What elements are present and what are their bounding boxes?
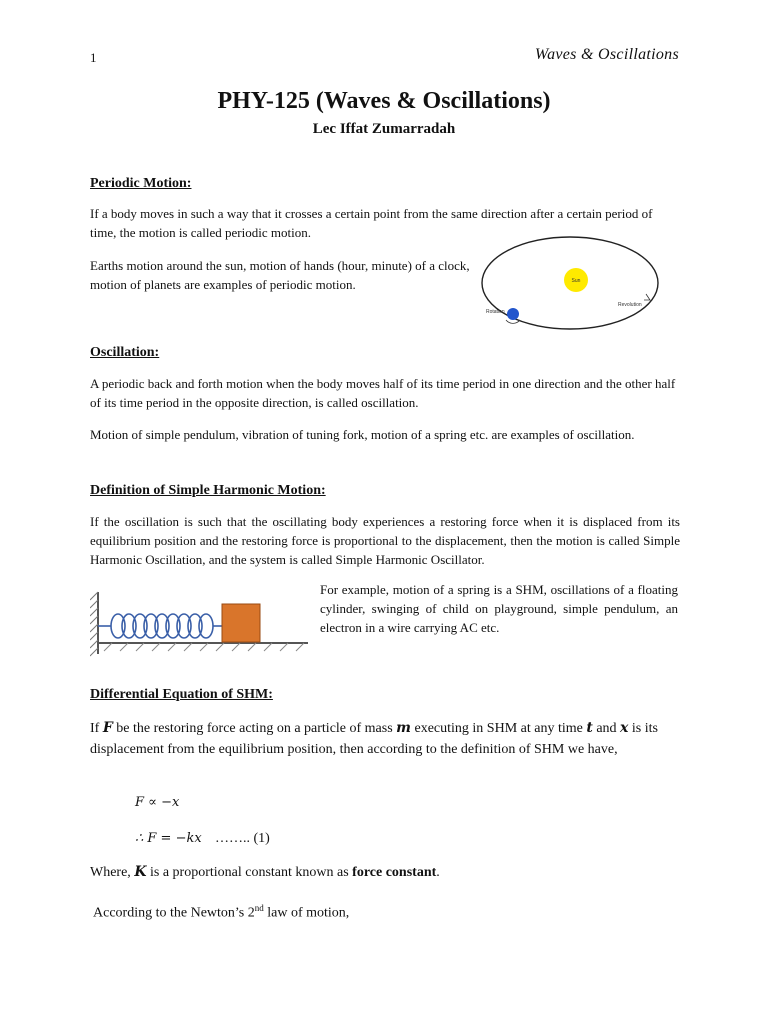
spring-mass-figure <box>90 590 312 660</box>
intro-text: be the restoring force acting on a particle of mass <box>112 721 397 736</box>
differential-intro <box>90 718 680 760</box>
wall-hatching <box>90 592 98 656</box>
symbol-displacement: x <box>620 720 629 736</box>
symbol-mass: m <box>396 720 411 736</box>
periodic-paragraph-2: Earths motion around the sun, motion of hands (hour, minute) of a clock, motion of planets are examples of periodic motion. <box>90 258 470 292</box>
periodic-paragraph-1: If a body moves in such a way that it crosses a certain point from the same direction after a certain period of time, the motion is called periodic motion. <box>90 206 653 240</box>
intro-text: If <box>90 721 103 736</box>
author-line: Lec Iffat Zumarradah <box>312 121 456 137</box>
floor-hatching <box>104 643 304 651</box>
running-header: Waves & Oscillations <box>534 46 679 63</box>
oscillation-paragraph-2: Motion of simple pendulum, vibration of tuning fork, motion of a spring etc. are examples of oscillation. <box>90 427 635 442</box>
where-text: Where, <box>90 865 135 880</box>
revolution-arrow-icon <box>644 294 650 300</box>
where-text: is a proportional constant known as <box>146 865 353 880</box>
rotation-label: Rotation <box>486 309 505 315</box>
where-text: . <box>436 865 440 880</box>
newton-statement <box>93 899 683 923</box>
spring-coil <box>98 614 222 638</box>
term-force-constant: force constant <box>352 865 437 880</box>
document-title: PHY-125 (Waves & Oscillations) <box>217 88 551 114</box>
heading-differential-equation: Differential Equation of SHM: <box>90 687 273 702</box>
equation-force-law: ∴ F = −kx <box>135 831 202 846</box>
intro-text: executing in SHM at any time <box>411 721 587 736</box>
symbol-k: K <box>134 864 147 880</box>
revolution-label: Revolution <box>618 302 642 308</box>
orbit-figure <box>478 232 678 338</box>
equation-number: …….. (1) <box>215 831 270 846</box>
heading-shm-definition: Definition of Simple Harmonic Motion: <box>90 483 326 498</box>
shm-paragraph-2: For example, motion of a spring is a SHM, oscillations of a floating cylinder, swinging of child on playground, simple pendulum, an electron in a wire carrying AC etc. <box>320 582 678 635</box>
mass-block <box>222 604 260 642</box>
earth-icon <box>507 308 519 320</box>
shm-paragraph-1: If the oscillation is such that the oscillating body experiences a restoring force when it is displaced from its equilibrium position and the restoring force is proportional to the displacement, then the motion is called Simple Harmonic Oscillation, and the system is called Simple Harmonic Oscillator. <box>90 514 680 567</box>
symbol-force: F <box>102 720 113 736</box>
where-statement <box>90 863 680 882</box>
oscillation-paragraph-1: A periodic back and forth motion when the body moves half of its time period in one direction and the other half of its time period in the opposite direction, is called oscillation. <box>90 376 676 410</box>
sun-label: Sun <box>571 278 581 284</box>
intro-text: is its displacement from the equilibrium position, then according to the definition of SHM we have, <box>90 721 658 757</box>
intro-text: and <box>592 721 621 736</box>
heading-periodic-motion: Periodic Motion: <box>90 176 192 191</box>
symbol-time: t <box>586 720 593 736</box>
heading-oscillation: Oscillation: <box>90 345 160 360</box>
newton-text: law of motion, <box>263 905 350 921</box>
newton-text: According to the Newton’s 2 <box>93 905 255 921</box>
ordinal-superscript: nd <box>254 903 264 913</box>
page-number: 1 <box>90 50 97 65</box>
equation-proportionality: F ∝ −x <box>135 795 180 810</box>
